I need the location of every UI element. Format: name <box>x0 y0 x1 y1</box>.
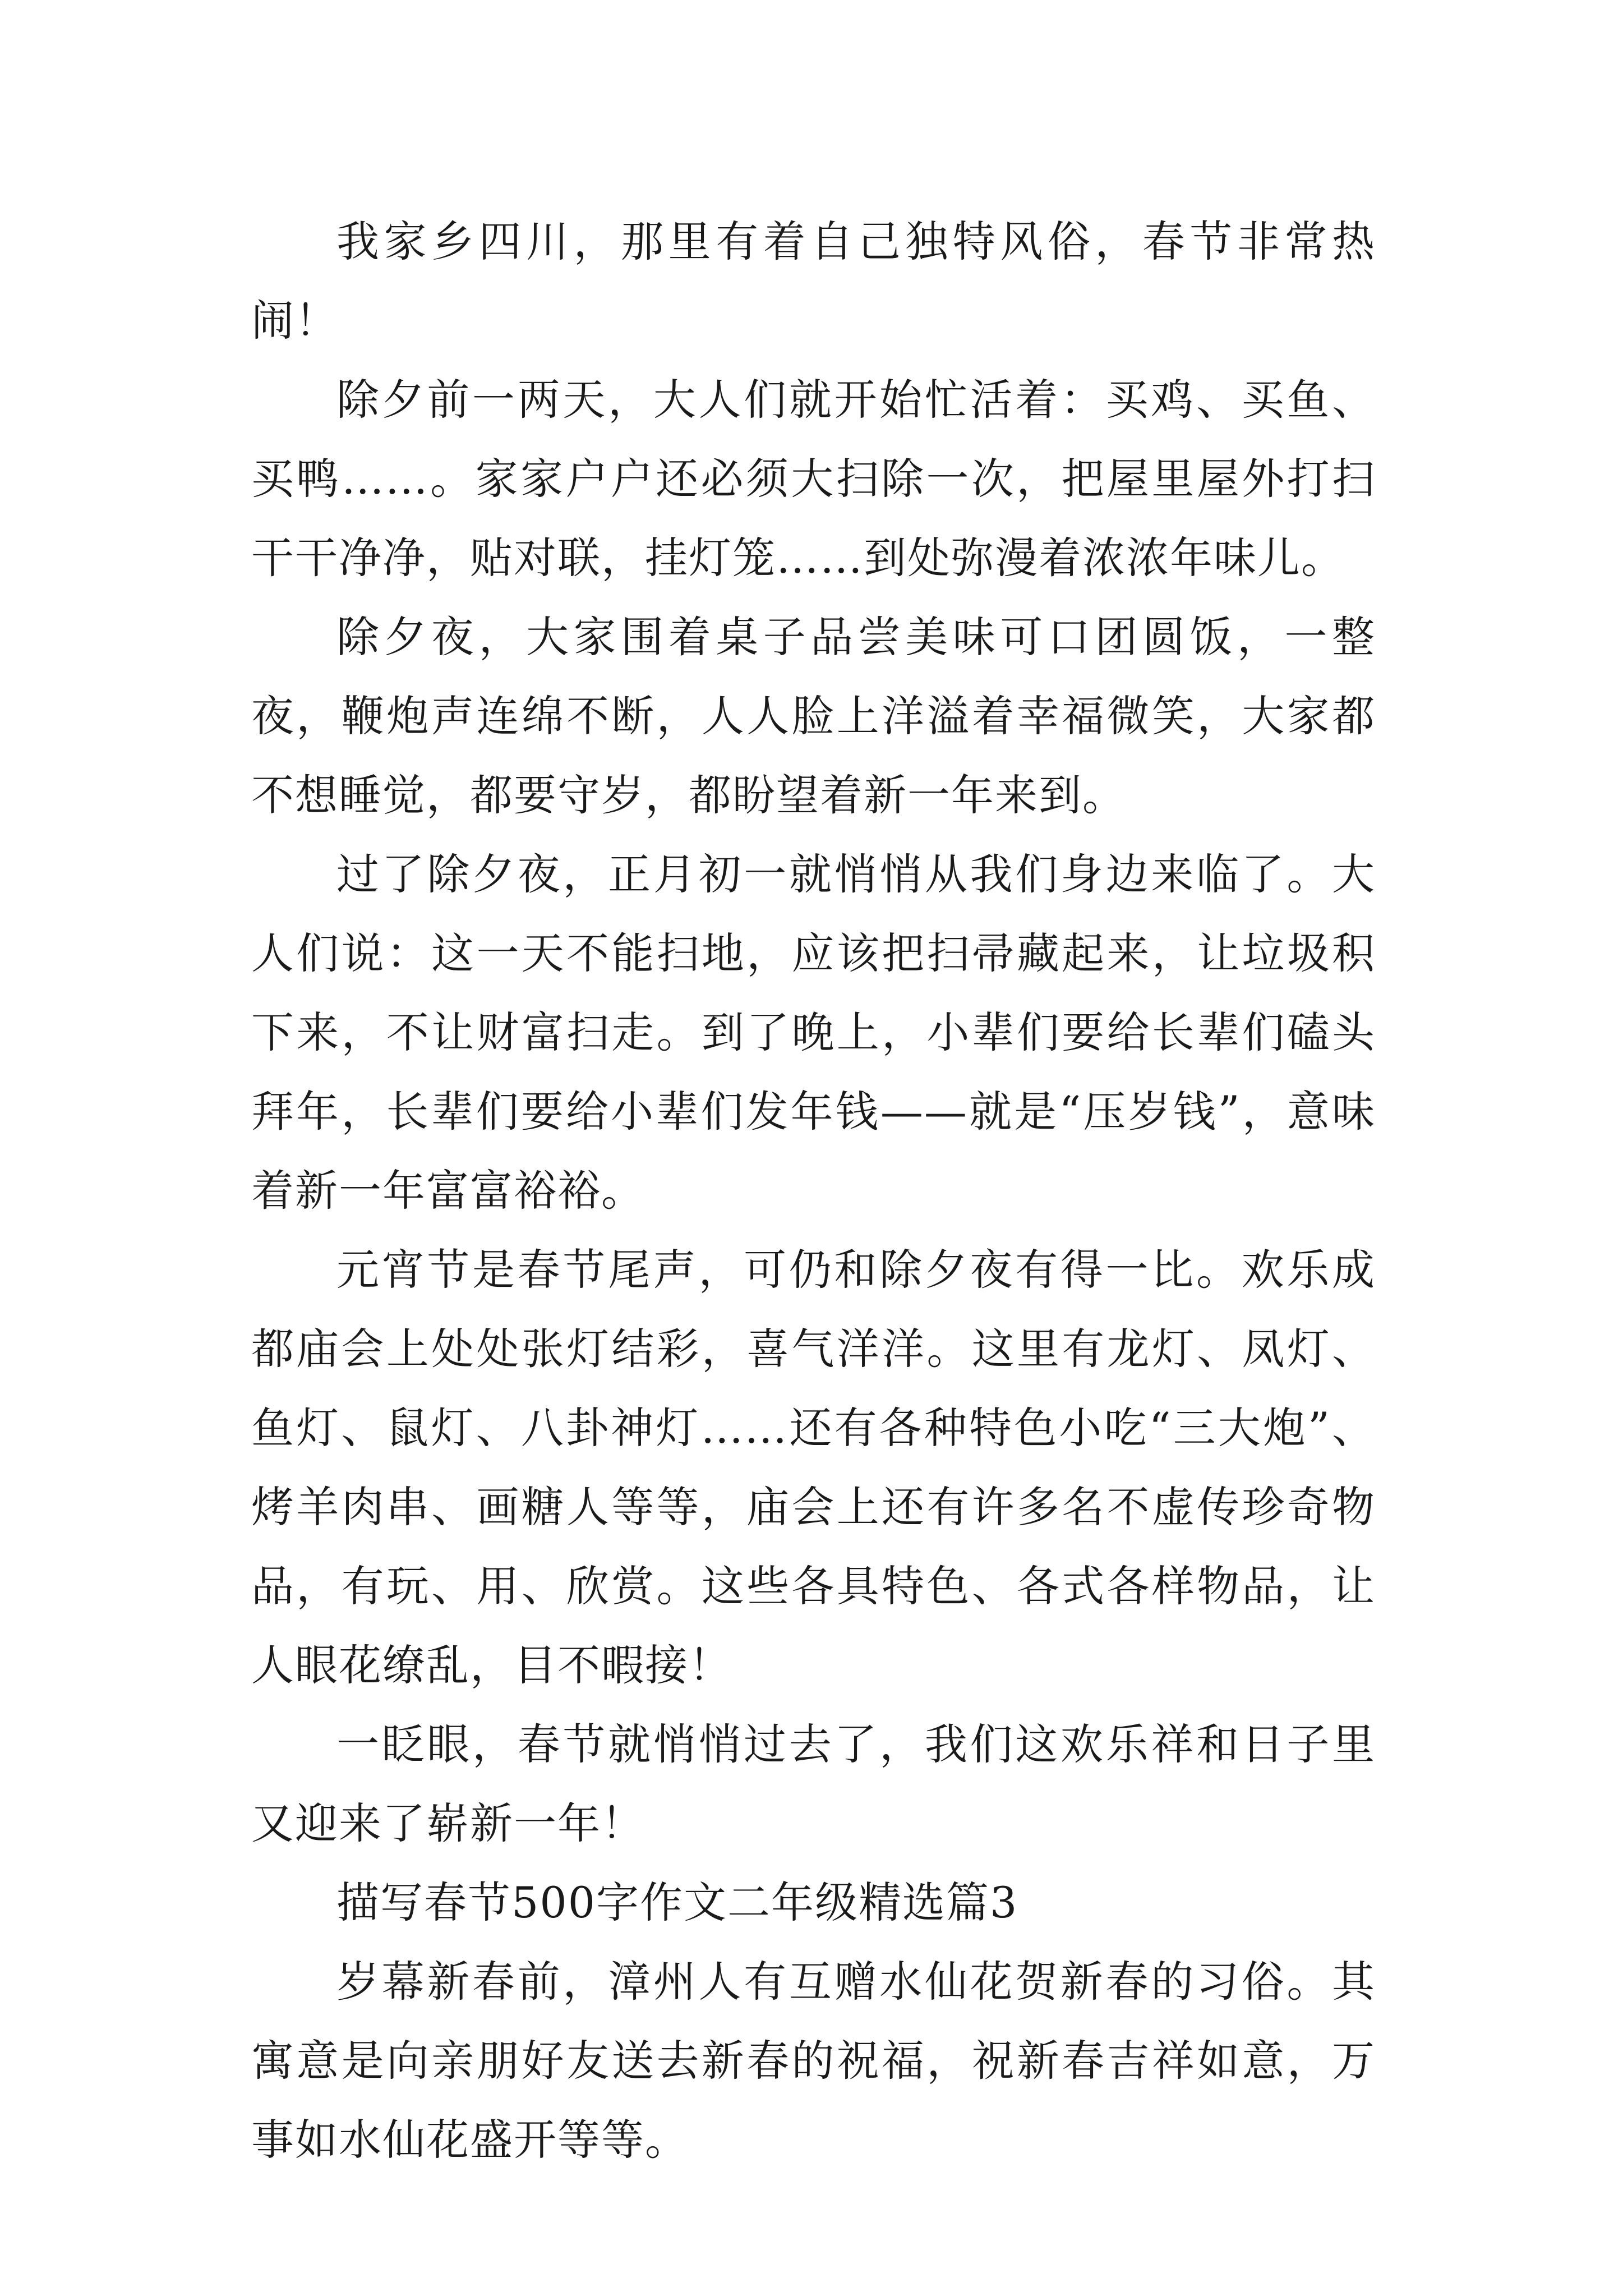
essay-body <box>251 202 1376 2179</box>
section-heading: 描写春节500字作文二年级精选篇3 <box>336 1878 1018 1927</box>
paragraph-7: 岁幕新春前，漳州人有互赠水仙花贺新春的习俗。其寓意是向亲朋好友送去新春的祝福，祝新春吉祥如意，万事如水仙花盛开等等。 <box>251 1957 1376 2165</box>
paragraph-5: 元宵节是春节尾声，可仍和除夕夜有得一比。欢乐成都庙会上处处张灯结彩，喜气洋洋。这里有龙灯、凤灯、鱼灯、鼠灯、八卦神灯……还有各种特色小吃“三大炮”、烤羊肉串、画糖人等等，庙会上还有许多名不虚传珍奇物品，有玩、用、欣赏。这些各具特色、各式各样物品，让人眼花缭乱，目不暇接！ <box>251 1245 1376 1690</box>
paragraph-4: 过了除夕夜，正月初一就悄悄从我们身边来临了。大人们说：这一天不能扫地，应该把扫帚藏起来，让垃圾积下来，不让财富扫走。到了晚上，小辈们要给长辈们磕头拜年，长辈们要给小辈们发年钱——就是“压岁钱”，意味着新一年富富裕裕。 <box>251 849 1376 1216</box>
paragraph-6: 一眨眼，春节就悄悄过去了，我们这欢乐祥和日子里又迎来了崭新一年！ <box>251 1719 1376 1848</box>
paragraph-2: 除夕前一两天，大人们就开始忙活着：买鸡、买鱼、买鸭……。家家户户还必须大扫除一次，把屋里屋外打扫干干净净，贴对联，挂灯笼……到处弥漫着浓浓年味儿。 <box>251 375 1376 583</box>
paragraph-3: 除夕夜，大家围着桌子品尝美味可口团圆饭，一整夜，鞭炮声连绵不断，人人脸上洋溢着幸福微笑，大家都不想睡觉，都要守岁，都盼望着新一年来到。 <box>251 612 1376 820</box>
paragraph-1: 我家乡四川，那里有着自己独特风俗，春节非常热闹！ <box>251 217 1376 346</box>
